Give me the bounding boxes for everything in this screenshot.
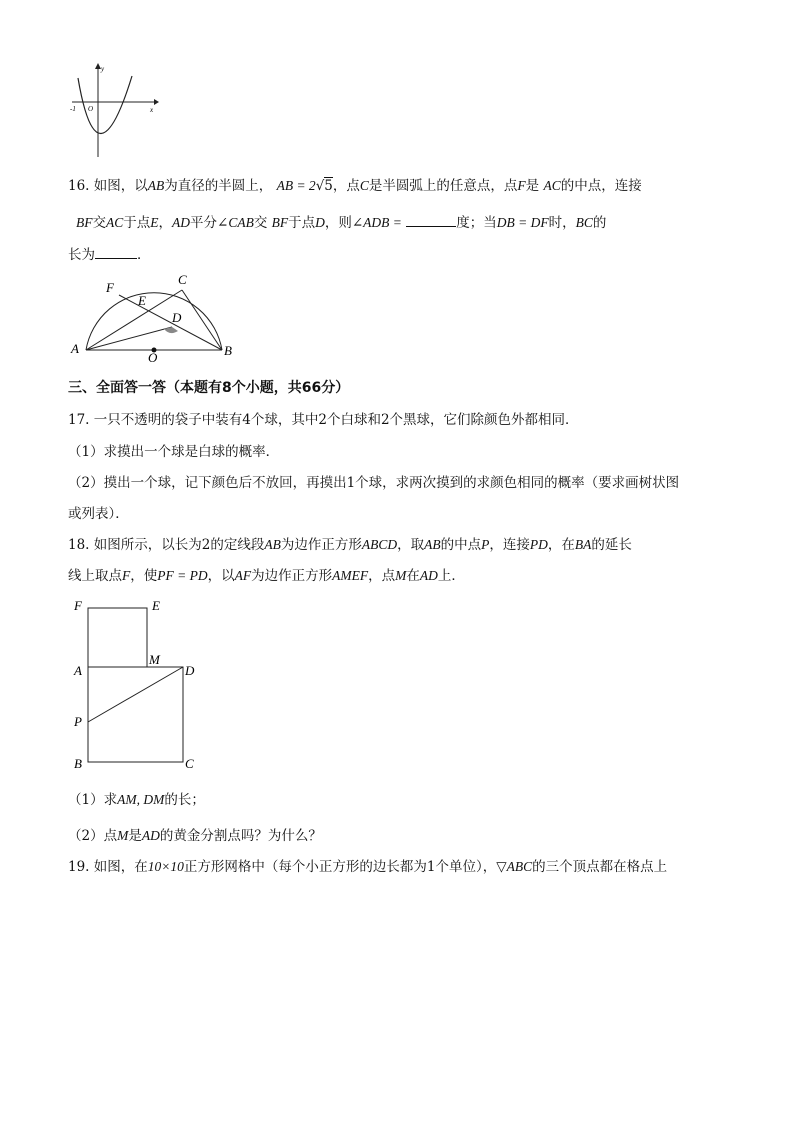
label-P: P (74, 714, 82, 729)
label-E: E (152, 598, 160, 613)
q17-sub2: （2）摸出一个球，记下颜色后不放回，再摸出1个球，求两次摸到的求颜色相同的概率（要求画树状图 (68, 475, 680, 491)
semicircle-arc (86, 293, 222, 350)
segment-bc (182, 290, 222, 350)
segment-bf (119, 295, 222, 350)
square-amef (88, 608, 147, 667)
segment-ac (86, 290, 182, 350)
label-C: C (185, 756, 194, 771)
section-heading: 三、全面答一答（本题有8个小题，共66分） (68, 380, 350, 396)
label-A: A (71, 341, 79, 356)
arc-ac: AC (543, 178, 561, 193)
label-F: F (74, 598, 82, 613)
label-O: O (148, 350, 158, 362)
semicircle-figure (66, 270, 246, 362)
q18-line2: 线上取点F，使PF = PD，以AF为边作正方形AMEF，点M在AD上． (68, 568, 465, 584)
neg-one-label: -1 (70, 105, 76, 113)
answer-blank-bc[interactable] (95, 244, 137, 259)
label-B: B (224, 343, 232, 358)
segment-ad (86, 327, 172, 350)
origin-label: O (88, 105, 94, 113)
y-axis-label: y (101, 65, 105, 73)
sqrt-sign: √ (315, 178, 325, 194)
q16-line1: 16. 如图，以AB为直径的半圆上， AB = 2√5，点C是半圆弧上的任意点，点F是 AC的中点，连接 (68, 178, 642, 194)
label-B: B (74, 756, 82, 771)
label-C: C (178, 272, 187, 287)
label-F: F (106, 280, 114, 295)
segment-pd (88, 667, 183, 722)
parabola-curve (78, 76, 132, 134)
x-axis-arrow-icon (154, 99, 159, 105)
q18-line1: 18. 如图所示，以长为2的定线段AB为边作正方形ABCD，取AB的中点P，连接PD，在BA的延长 (68, 537, 632, 553)
q17-sub2-cont: 或列表）． (68, 506, 129, 522)
label-A: A (74, 663, 82, 678)
q19-line1: 19. 如图，在10×10正方形网格中（每个小正方形的边长都为1个单位），▽ABC的三个顶点都在格点上 (68, 859, 668, 875)
answer-blank-angle[interactable] (406, 212, 456, 227)
square-abcd (88, 667, 183, 762)
label-M: M (149, 652, 160, 667)
parabola-graph (68, 62, 160, 160)
q17-sub1: （1）求摸出一个球是白球的概率． (68, 444, 280, 460)
label-D: D (185, 663, 195, 678)
q16-line3: 长为 ． (68, 244, 151, 265)
label-E: E (138, 293, 146, 308)
q16-line2: BF交AC于点E，AD平分∠CAB交 BF于点D，则∠ADB = 度；当DB = DF时，BC的 (76, 212, 606, 233)
q18-sub1: （1）求AM, DM的长； (68, 792, 205, 808)
q18-sub2: （2）点M是AD的黄金分割点吗？为什么？ (68, 828, 322, 844)
q17-line1: 17. 一只不透明的袋子中装有4个球，其中2个白球和2个黑球，它们除颜色外都相同． (68, 412, 579, 428)
label-D: D (172, 310, 182, 325)
x-axis-label: x (150, 106, 154, 114)
angle-mark-adb (164, 327, 178, 333)
squares-figure (70, 596, 210, 776)
